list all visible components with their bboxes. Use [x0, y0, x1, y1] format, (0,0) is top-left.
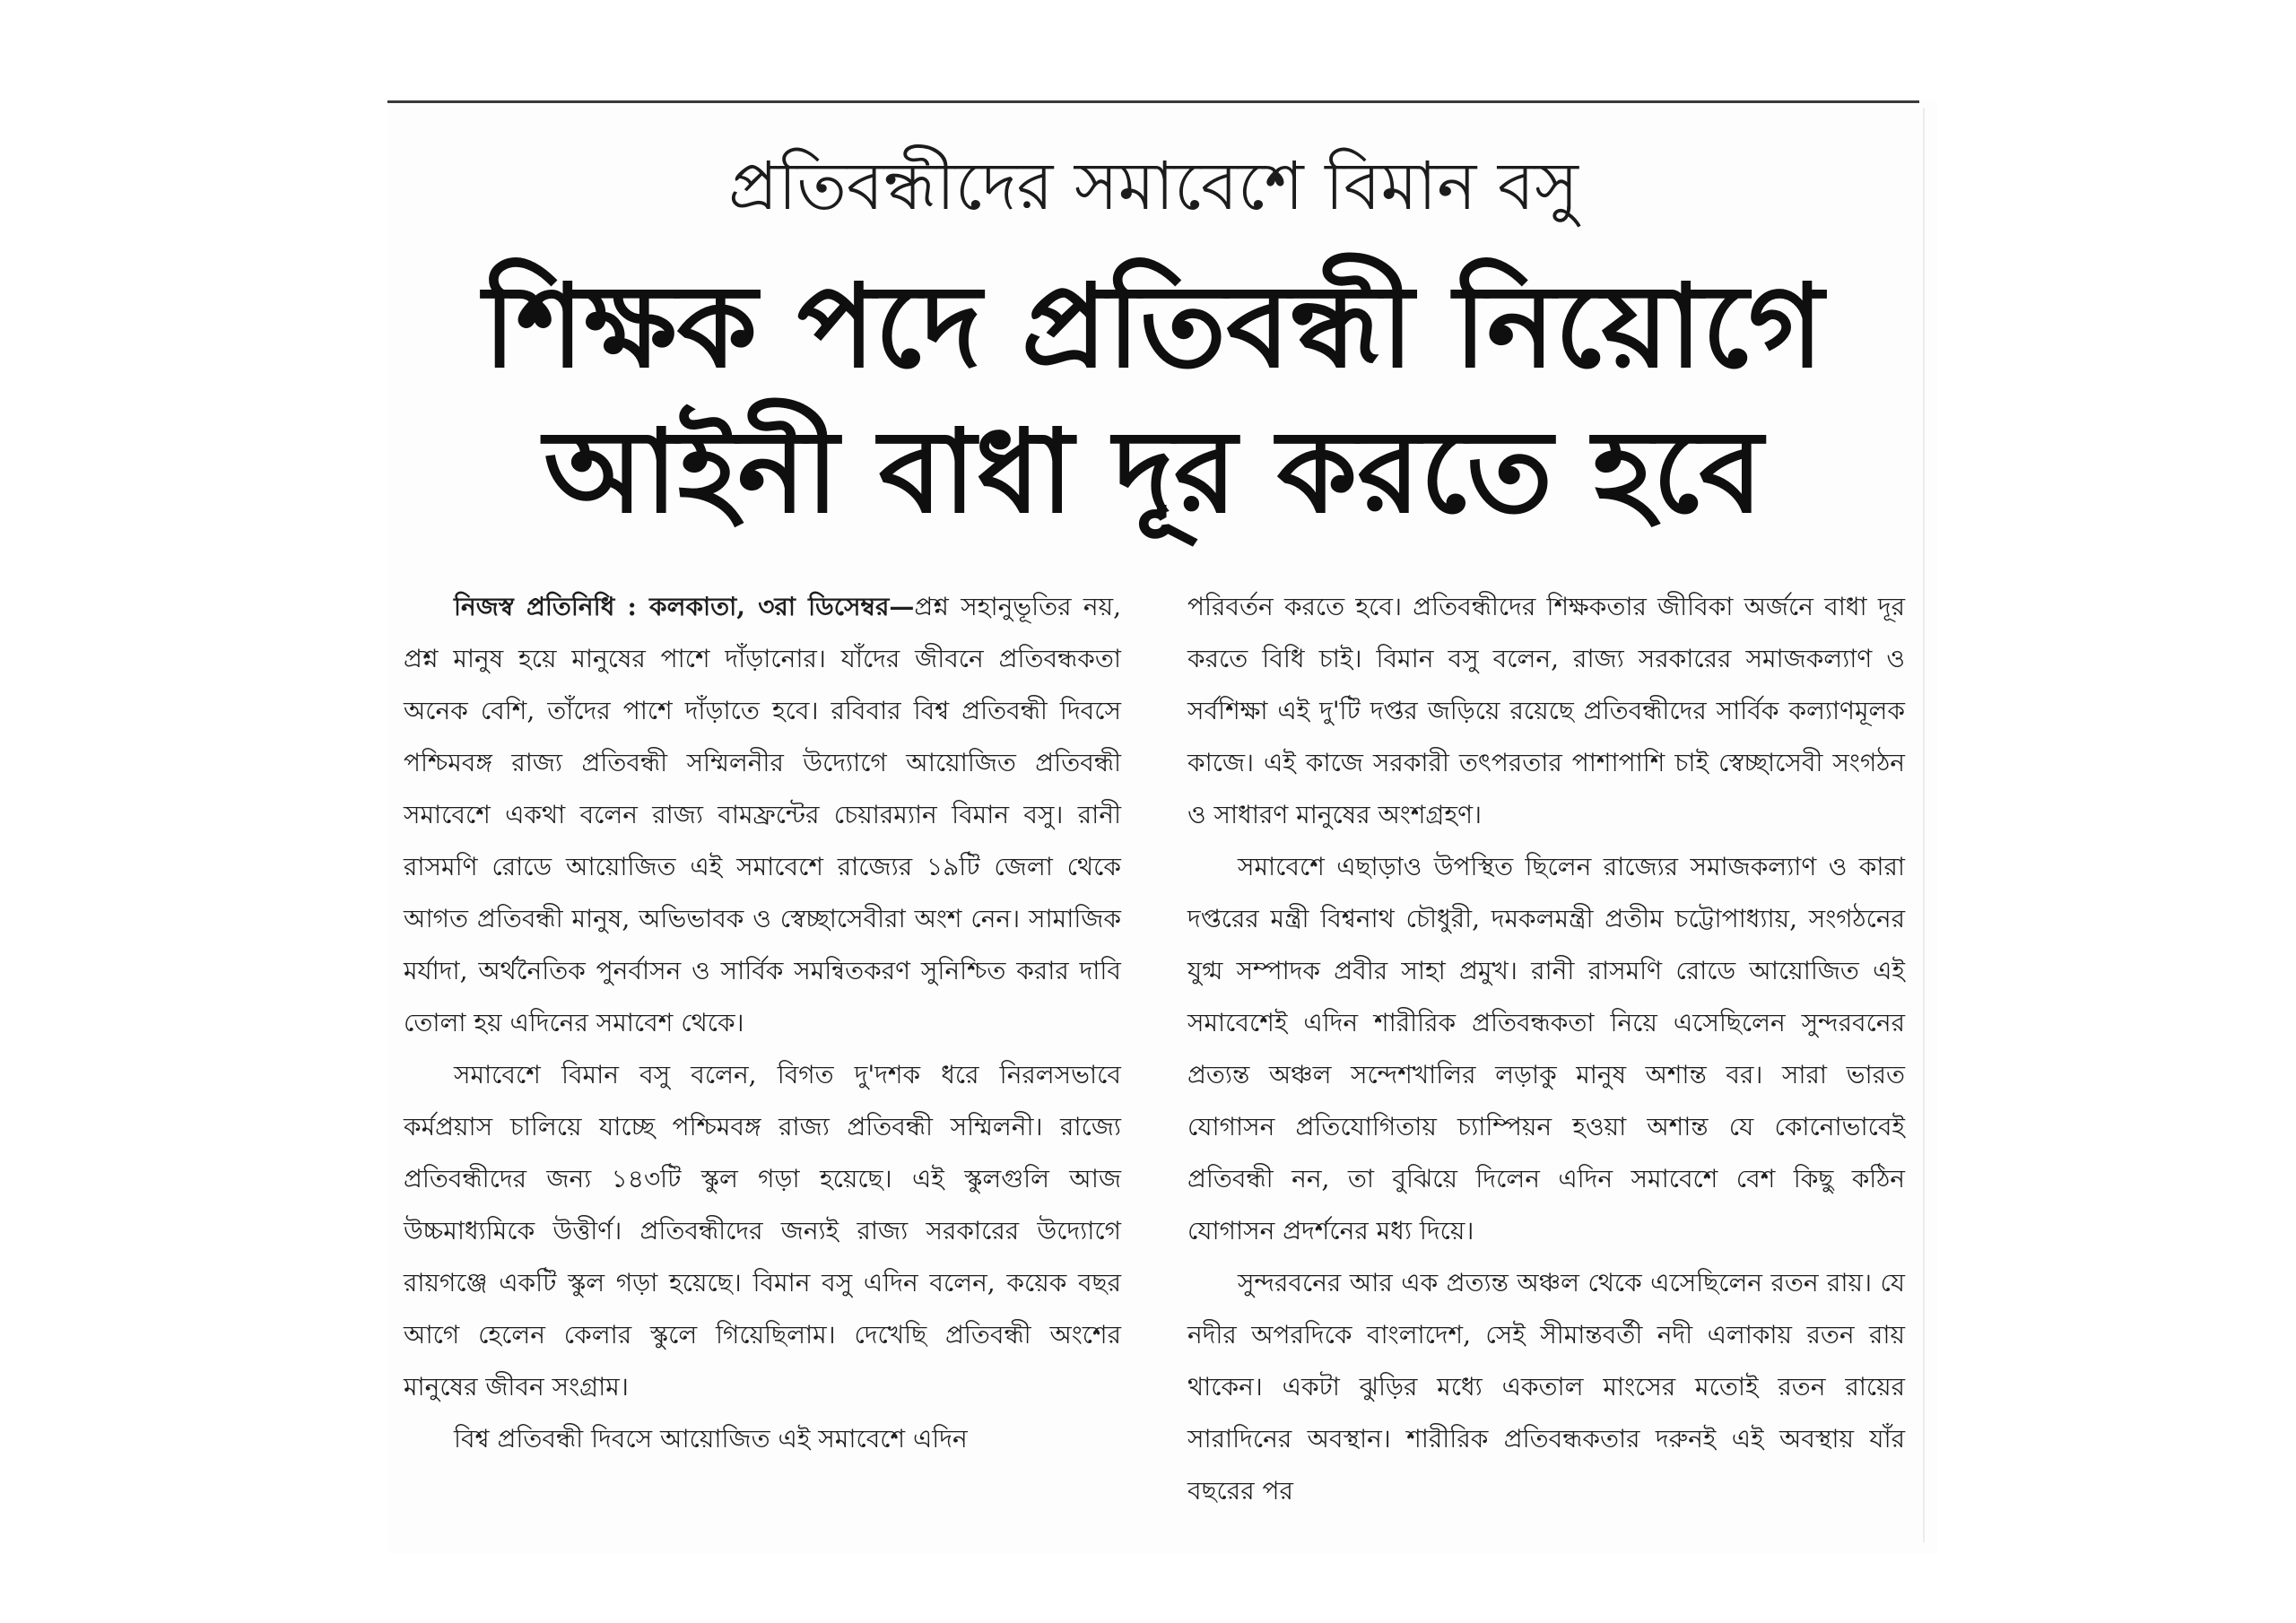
paragraph: সুন্দরবনের আর এক প্রত্যন্ত অঞ্চল থেকে এসেছিলেন রতন রায়। যে নদীর অপরদিকে বাংলাদেশ, সেই সীমান্তবর্তী নদী এলাকায় রতন রায় থাকেন। একটা ঝুড়ির মধ্যে একতাল মাংসের মতোই রতন রায়ের সারাদিনের অবস্থান। শারীরিক প্রতিবন্ধকতার দরুনই এই অবস্থায় যাঁর বছরের পর: [1187, 1268, 1905, 1506]
dateline: নিজস্ব প্রতিনিধি : কলকাতা, ৩রা ডিসেম্বর—: [454, 592, 915, 621]
paragraph: সমাবেশে বিমান বসু বলেন, বিগত দু'দশক ধরে নিরলসভাবে কর্মপ্রয়াস চালিয়ে যাচ্ছে পশ্চিমবঙ্গ রাজ্য প্রতিবন্ধী সম্মিলনী। রাজ্যে প্রতিবন্ধীদের জন্য ১৪৩টি স্কুল গড়া হয়েছে। এই স্কুলগুলি আজ উচ্চমাধ্যমিকে উত্তীর্ণ। প্রতিবন্ধীদের জন্যই রাজ্য সরকারের উদ্যোগে রায়গঞ্জে একটি স্কুল গড়া হয়েছে। বিমান বসু এদিন বলেন, কয়েক বছর আগে হেলেন কেলার স্কুলে গিয়েছিলাম। দেখেছি প্রতিবন্ধী অংশের মানুষের জীবন সংগ্রাম।: [404, 1060, 1121, 1402]
right-column: [1187, 581, 1905, 1517]
paragraph-text: প্রশ্ন সহানুভূতির নয়, প্রশ্ন মানুষ হয়ে মানুষের পাশে দাঁড়ানোর। যাঁদের জীবনে প্রতিবন্ধকতা অনেক বেশি, তাঁদের পাশে দাঁড়াতে হবে। রবিবার বিশ্ব প্রতিবন্ধী দিবসে পশ্চিমবঙ্গ রাজ্য প্রতিবন্ধী সম্মিলনীর উদ্যোগে আয়োজিত প্রতিবন্ধী সমাবেশে একথা বলেন রাজ্য বামফ্রন্টের চেয়ারম্যান বিমান বসু। রানী রাসমণি রোডে আয়োজিত এই সমাবেশে রাজ্যের ১৯টি জেলা থেকে আগত প্রতিবন্ধী মানুষ, অভিভাবক ও স্বেচ্ছাসেবীরা অংশ নেন। সামাজিক মর্যাদা, অর্থনৈতিক পুনর্বাসন ও সার্বিক সমন্বিতকরণ সুনিশ্চিত করার দাবি তোলা হয় এদিনের সমাবেশ থেকে।: [404, 592, 1121, 1037]
paragraph: সমাবেশে এছাড়াও উপস্থিত ছিলেন রাজ্যের সমাজকল্যাণ ও কারা দপ্তরের মন্ত্রী বিশ্বনাথ চৌধুরী, দমকলমন্ত্রী প্রতীম চট্টোপাধ্যায়, সংগঠনের যুগ্ম সম্পাদক প্রবীর সাহা প্রমুখ। রানী রাসমণি রোডে আয়োজিত এই সমাবেশেই এদিন শারীরিক প্রতিবন্ধকতা নিয়ে এসেছিলেন সুন্দরবনের প্রত্যন্ত অঞ্চল সন্দেশখালির লড়াকু মানুষ অশান্ত বর। সারা ভারত যোগাসন প্রতিযোগিতায় চ্যাম্পিয়ন হওয়া অশান্ত যে কোনোভাবেই প্রতিবন্ধী নন, তা বুঝিয়ে দিলেন এদিন সমাবেশে বেশ কিছু কঠিন যোগাসন প্রদর্শনের মধ্য দিয়ে।: [1187, 852, 1905, 1245]
kicker: প্রতিবন্ধীদের সমাবেশে বিমান বসু: [728, 148, 1578, 225]
headline-line-1: শিক্ষক পদে প্রতিবন্ধী নিয়োগে: [483, 260, 1824, 394]
top-rule: [387, 100, 1919, 103]
page-edge: [1923, 108, 1925, 1542]
headline-line-2: আইনী বাধা দূর করতে হবে: [544, 405, 1763, 539]
paragraph: পরিবর্তন করতে হবে। প্রতিবন্ধীদের শিক্ষকতার জীবিকা অর্জনে বাধা দূর করতে বিধি চাই। বিমান বসু বলেন, রাজ্য সরকারের সমাজকল্যাণ ও সর্বশিক্ষা এই দু'টি দপ্তর জড়িয়ে রয়েছে প্রতিবন্ধীদের সার্বিক কল্যাণমূলক কাজে। এই কাজে সরকারী তৎপরতার পাশাপাশি চাই স্বেচ্ছাসেবী সংগঠন ও সাধারণ মানুষের অংশগ্রহণ।: [1187, 592, 1905, 829]
left-column: [404, 581, 1121, 1465]
paragraph: বিশ্ব প্রতিবন্ধী দিবসে আয়োজিত এই সমাবেশে এদিন: [454, 1424, 968, 1454]
newspaper-clipping: [387, 100, 1937, 1553]
paragraph: [404, 581, 1121, 1049]
